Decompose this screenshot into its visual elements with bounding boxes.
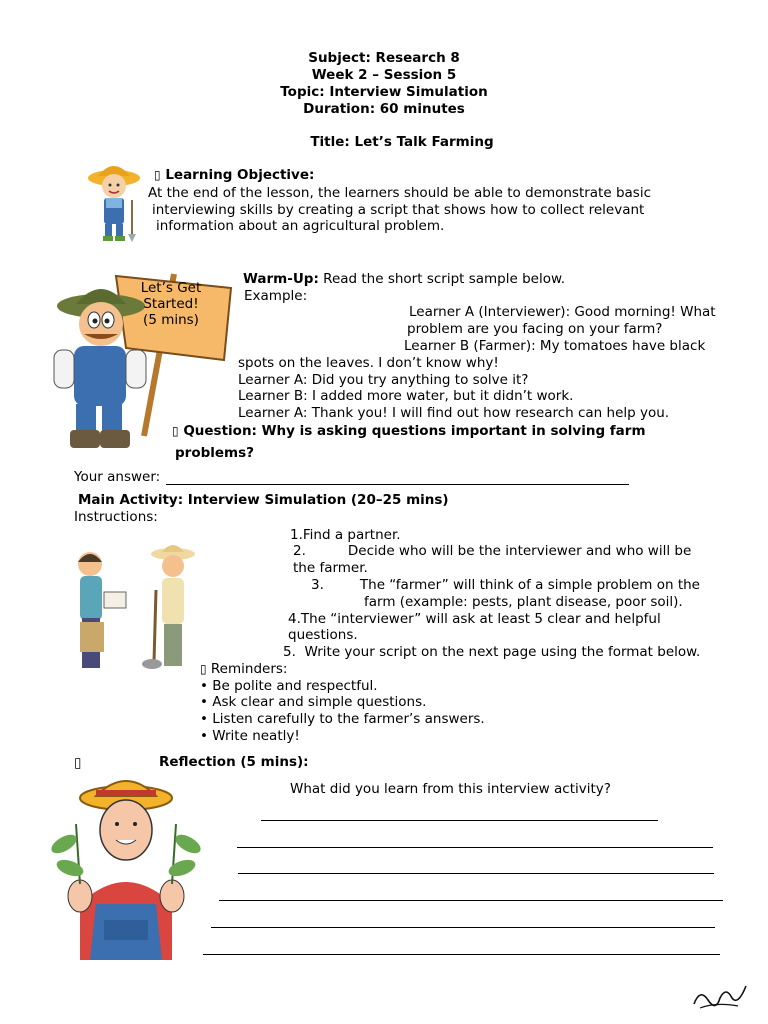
- reminder-item: • Listen carefully to the farmer’s answers.: [200, 711, 485, 727]
- script-line-5: Learner A: Did you try anything to solve it?: [238, 372, 529, 388]
- farmer-with-leaves-illustration: [46, 764, 206, 964]
- step-2-cont: the farmer.: [293, 560, 368, 576]
- target-icon: ▯: [154, 168, 161, 182]
- script-line-6: Learner B: I added more water, but it didn’t work.: [238, 388, 574, 404]
- lesson-title: Title: Let’s Talk Farming: [310, 134, 494, 150]
- reflection-icon: ▯: [74, 755, 82, 771]
- pin-icon: ▯: [200, 662, 207, 676]
- warmup-line: [243, 271, 565, 287]
- reminders-heading: ▯ Reminders:: [200, 661, 288, 677]
- reflection-line-5[interactable]: [211, 927, 715, 928]
- week-line: Week 2 – Session 5: [311, 67, 457, 83]
- question-line-1: ▯ Question: Why is asking questions important in solving farm: [172, 423, 646, 439]
- reflection-prompt: What did you learn from this interview activity?: [290, 781, 611, 797]
- script-line-4: spots on the leaves. I don’t know why!: [238, 355, 499, 371]
- objective-line-2: interviewing skills by creating a script that shows how to collect relevant: [152, 202, 645, 218]
- question-icon: ▯: [172, 424, 179, 438]
- bullet-icon: •: [200, 711, 213, 727]
- warmup-text: Read the short script sample below.: [323, 271, 566, 287]
- reflection-line-1[interactable]: [261, 820, 658, 821]
- script-line-3: Learner B (Farmer): My tomatoes have black: [404, 338, 706, 354]
- example-label: Example:: [244, 288, 308, 304]
- step-4-cont: questions.: [288, 627, 358, 643]
- reminder-item: • Be polite and respectful.: [200, 678, 378, 694]
- bullet-icon: •: [200, 728, 213, 744]
- step-3-cont: farm (example: pests, plant disease, poor soil).: [364, 594, 683, 610]
- objective-line-1: At the end of the lesson, the learners should be able to demonstrate basic: [148, 185, 651, 201]
- handwritten-signature: [690, 980, 750, 1016]
- reflection-heading: Reflection (5 mins):: [159, 754, 309, 770]
- bullet-icon: •: [200, 694, 213, 710]
- step-2: 2. Decide who will be the interviewer and who will be: [293, 543, 692, 559]
- subject-line: Subject: Research 8: [308, 50, 460, 66]
- reminder-item: • Ask clear and simple questions.: [200, 694, 427, 710]
- step-5: 5. Write your script on the next page using the format below.: [283, 644, 701, 660]
- answer-line[interactable]: [166, 484, 629, 485]
- warmup-heading: Warm-Up:: [243, 271, 319, 287]
- duration-line: Duration: 60 minutes: [303, 101, 465, 117]
- reminder-item: • Write neatly!: [200, 728, 300, 744]
- bullet-icon: •: [200, 678, 213, 694]
- lesson-header: [0, 50, 768, 118]
- small-farmer-illustration: [84, 156, 144, 246]
- question-line-2: problems?: [175, 445, 254, 461]
- reflection-line-4[interactable]: [219, 900, 723, 901]
- step-3: 3. The “farmer” will think of a simple problem on the: [311, 577, 700, 593]
- learning-objective-heading: ▯ Learning Objective:: [154, 167, 315, 183]
- step-1: 1.Find a partner.: [290, 527, 401, 543]
- objective-line-3: information about an agricultural problem.: [156, 218, 445, 234]
- script-line-1: Learner A (Interviewer): Good morning! What: [409, 304, 716, 320]
- answer-label: Your answer:: [74, 469, 161, 485]
- reflection-line-2[interactable]: [237, 847, 713, 848]
- reflection-line-6[interactable]: [203, 954, 720, 955]
- topic-line: Topic: Interview Simulation: [280, 84, 488, 100]
- interview-illustration: [72, 540, 202, 680]
- reflection-line-3[interactable]: [238, 873, 714, 874]
- step-4: 4.The “interviewer” will ask at least 5 clear and helpful: [288, 611, 661, 627]
- instructions-label: Instructions:: [74, 509, 158, 525]
- main-activity-heading: Main Activity: Interview Simulation (20–25 mins): [78, 492, 449, 508]
- script-line-2: problem are you facing on your farm?: [407, 321, 663, 337]
- sign-text: Let’s Get Started! (5 mins): [140, 280, 202, 328]
- script-line-7: Learner A: Thank you! I will find out how research can help you.: [238, 405, 670, 421]
